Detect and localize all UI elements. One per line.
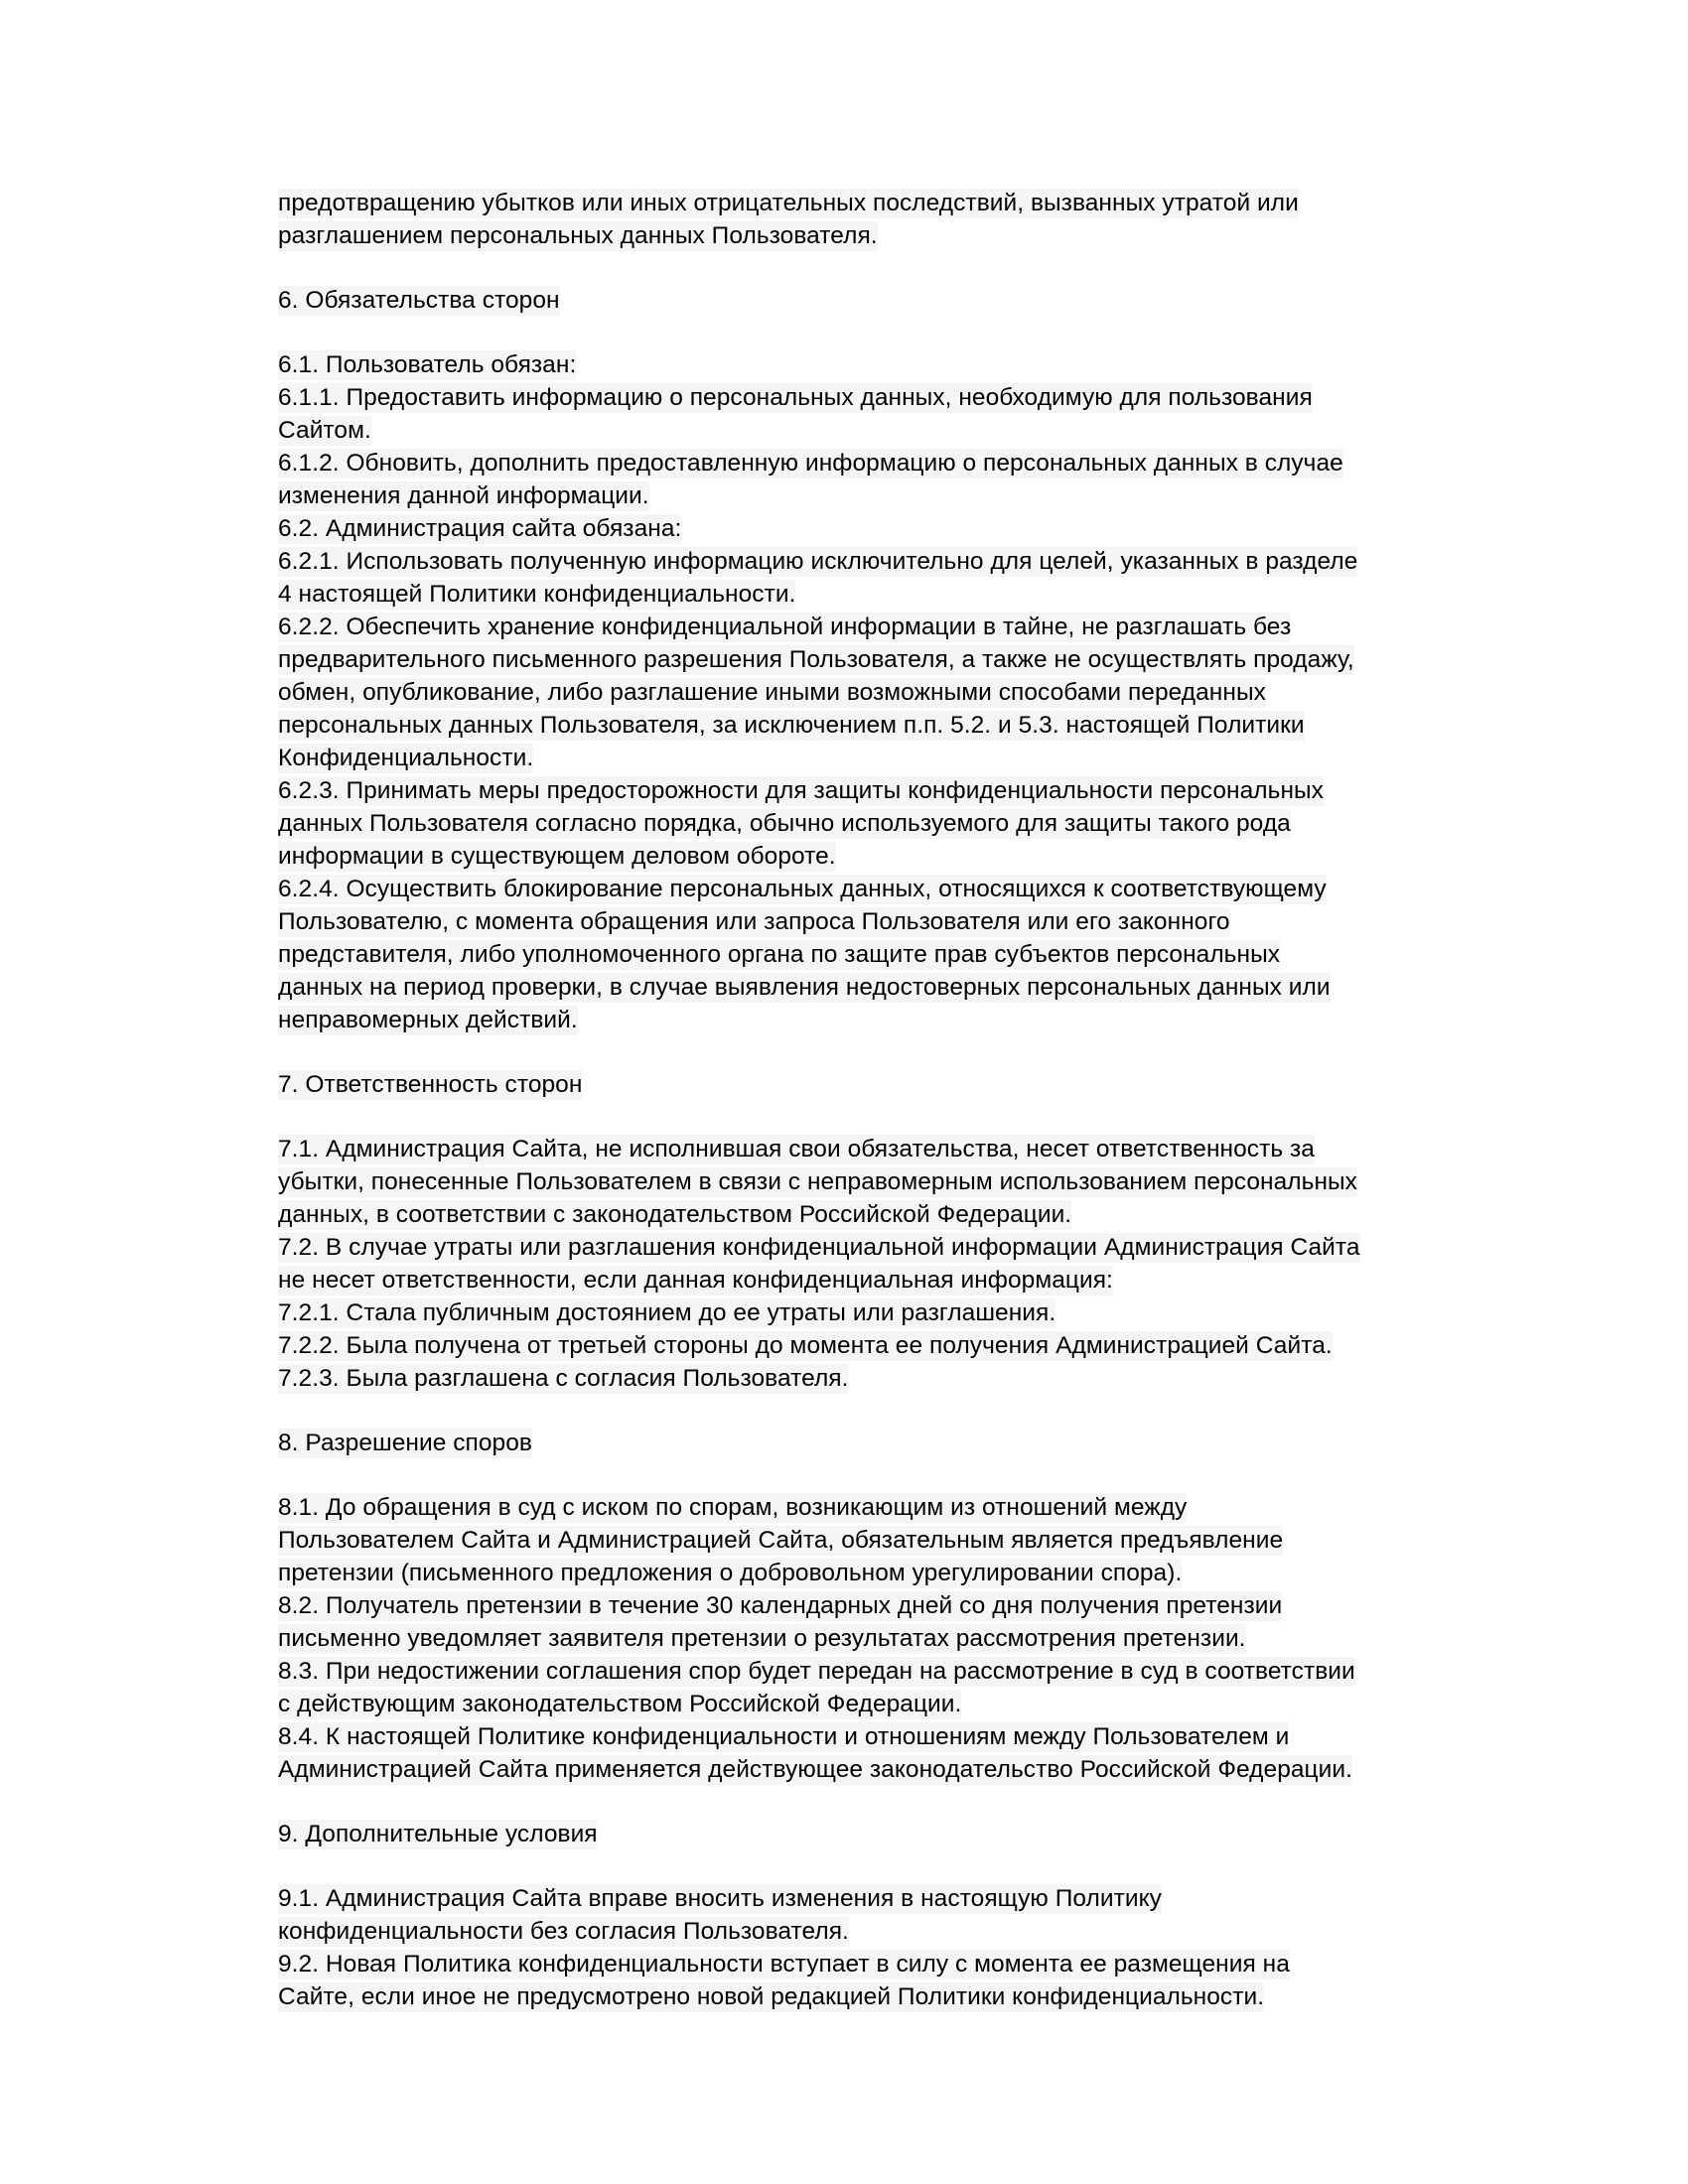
text-line: предотвращению убытков или иных отрицательных последствий, вызванных утратой или <box>278 190 1299 216</box>
text-line: Пользователем Сайта и Администрацией Сайта, обязательным является предъявление <box>278 1527 1284 1554</box>
text-line: 6.2.3. Принимать меры предосторожности для защиты конфиденциальности персональных <box>278 777 1324 804</box>
text-line: с действующим законодательством Российской Федерации. <box>278 1691 962 1717</box>
paragraph-block <box>278 1882 1410 2013</box>
text-line: 7.2.2. Была получена от третьей стороны до момента ее получения Администрацией Сайта. <box>278 1332 1333 1359</box>
text-line: 8.2. Получатель претензии в течение 30 календарных дней со дня получения претензии <box>278 1592 1283 1619</box>
text-line: данных, в соответствии с законодательством Российской Федерации. <box>278 1201 1072 1228</box>
text-line: 6.2.1. Использовать полученную информацию исключительно для целей, указанных в разделе <box>278 548 1358 575</box>
text-line: представителя, либо уполномоченного органа по защите прав субъектов персональных <box>278 941 1281 968</box>
text-line: письменно уведомляет заявителя претензии о результатах рассмотрения претензии. <box>278 1625 1246 1652</box>
text-line: 8.3. При недостижении соглашения спор будет передан на рассмотрение в суд в соответствии <box>278 1658 1355 1685</box>
text-line: персональных данных Пользователя, за исключением п.п. 5.2. и 5.3. настоящей Политики <box>278 712 1305 739</box>
text-line: обмен, опубликование, либо разглашение иными возможными способами переданных <box>278 679 1266 706</box>
text-line: 6.1.2. Обновить, дополнить предоставленную информацию о персональных данных в случае <box>278 450 1343 477</box>
text-line: Конфиденциальности. <box>278 745 534 771</box>
document-text-body <box>228 187 1460 2013</box>
text-line: 9.1. Администрация Сайта вправе вносить изменения в настоящую Политику <box>278 1885 1162 1912</box>
text-line: 8.4. К настоящей Политике конфиденциальности и отношениям между Пользователем и <box>278 1723 1290 1750</box>
text-line: 6.1.1. Предоставить информацию о персональных данных, необходимую для пользования <box>278 384 1313 411</box>
text-line: 6. Обязательства сторон <box>278 287 560 314</box>
text-line: 9.2. Новая Политика конфиденциальности вступает в силу с момента ее размещения на <box>278 1951 1290 1978</box>
text-line: Сайте, если иное не предусмотрено новой редакцией Политики конфиденциальности. <box>278 1983 1265 2010</box>
text-line: 6.2.4. Осуществить блокирование персональных данных, относящихся к соответствующему <box>278 876 1327 902</box>
text-line: претензии (письменного предложения о добровольном урегулировании спора). <box>278 1560 1183 1586</box>
text-line: 7.2.3. Была разглашена с согласия Пользователя. <box>278 1365 849 1392</box>
paragraph-block <box>278 1491 1410 1786</box>
text-line: 7.2. В случае утраты или разглашения конфиденциальной информации Администрация Сайта <box>278 1234 1360 1261</box>
text-line: 6.1. Пользователь обязан: <box>278 351 577 378</box>
section-heading <box>278 1427 1410 1459</box>
text-line: 7. Ответственность сторон <box>278 1071 583 1098</box>
text-line: изменения данной информации. <box>278 482 649 509</box>
text-line: 6.2. Администрация сайта обязана: <box>278 515 682 542</box>
text-line: 8. Разрешение споров <box>278 1430 532 1456</box>
text-line: не несет ответственности, если данная конфиденциальная информация: <box>278 1267 1113 1294</box>
text-line: Пользователю, с момента обращения или запроса Пользователя или его законного <box>278 908 1230 935</box>
text-line: конфиденциальности без согласия Пользователя. <box>278 1918 849 1945</box>
text-line: 7.1. Администрация Сайта, не исполнившая свои обязательства, несет ответственность за <box>278 1136 1315 1162</box>
paragraph-block <box>278 1133 1410 1395</box>
text-line: неправомерных действий. <box>278 1007 578 1033</box>
text-line: информации в существующем деловом обороте. <box>278 843 836 870</box>
text-line: 7.2.1. Стала публичным достоянием до ее утраты или разглашения. <box>278 1299 1056 1326</box>
text-line: 9. Дополнительные условия <box>278 1821 598 1847</box>
section-heading <box>278 1068 1410 1101</box>
text-line: Администрацией Сайта применяется действующее законодательство Российской Федерации. <box>278 1756 1352 1783</box>
section-heading <box>278 284 1410 317</box>
text-line: разглашением персональных данных Пользователя. <box>278 222 878 249</box>
text-line: 4 настоящей Политики конфиденциальности. <box>278 581 796 608</box>
text-line: данных Пользователя согласно порядка, обычно используемого для защиты такого рода <box>278 810 1291 837</box>
text-line: убытки, понесенные Пользователем в связи с неправомерным использованием персональных <box>278 1168 1357 1195</box>
paragraph-block <box>278 187 1410 252</box>
text-line: 6.2.2. Обеспечить хранение конфиденциальной информации в тайне, не разглашать без <box>278 614 1292 640</box>
paragraph-block <box>278 348 1410 1036</box>
section-heading <box>278 1818 1410 1850</box>
text-line: данных на период проверки, в случае выявления недостоверных персональных данных или <box>278 974 1331 1001</box>
text-line: предварительного письменного разрешения Пользователя, а также не осуществлять продажу, <box>278 646 1354 673</box>
text-line: Сайтом. <box>278 417 371 444</box>
text-line: 8.1. До обращения в суд с иском по спорам, возникающим из отношений между <box>278 1494 1188 1521</box>
